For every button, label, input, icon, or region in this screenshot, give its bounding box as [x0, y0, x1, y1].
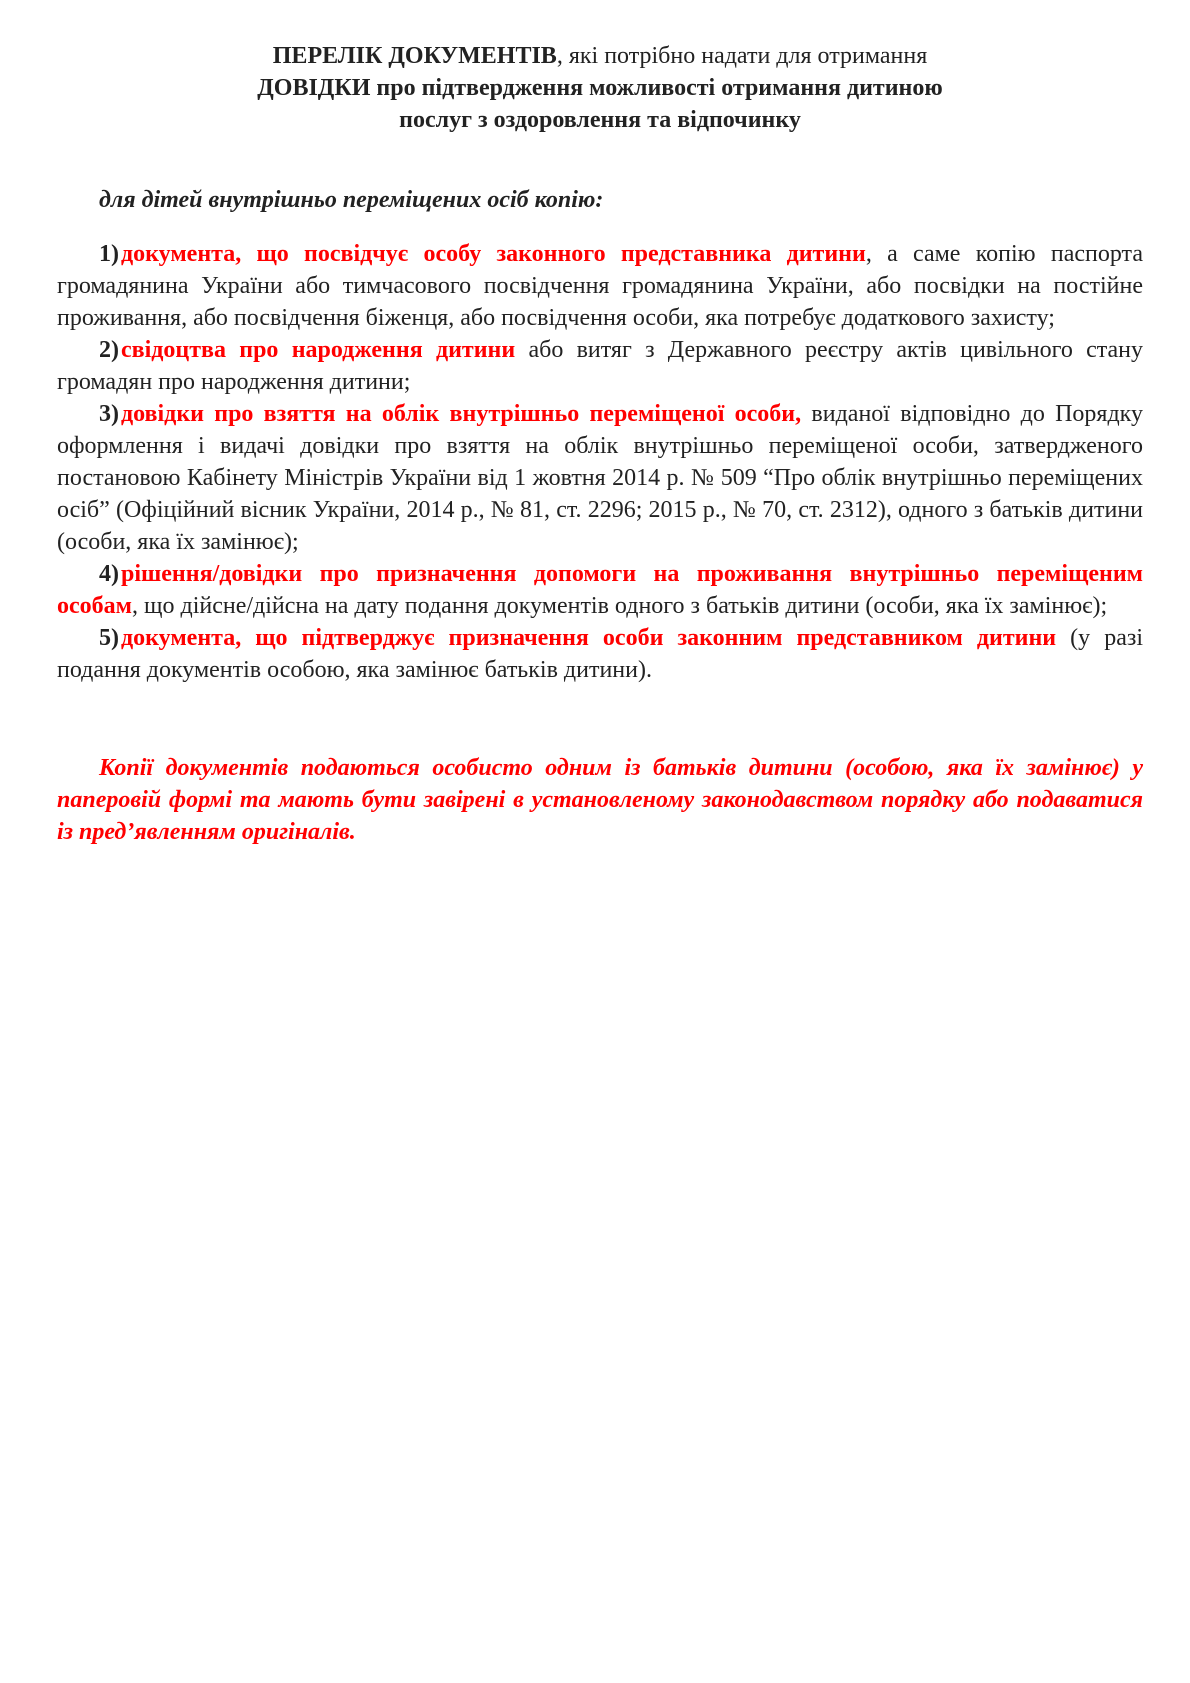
item-number: 5)	[99, 625, 119, 651]
title-line-2: ДОВІДКИ про підтвердження можливості отримання дитиною	[257, 75, 943, 101]
item-number: 3)	[99, 401, 119, 427]
item-highlight: свідоцтва про народження дитини	[121, 337, 516, 363]
title-line-3: послуг з оздоровлення та відпочинку	[399, 107, 801, 133]
title-normal: , які потрібно надати для отримання	[556, 43, 928, 69]
list-item-1	[57, 238, 1143, 334]
item-highlight: документа, що підтверджує призначення особи законним представником дитини	[121, 625, 1057, 651]
list-item-5	[57, 622, 1143, 686]
subtitle: для дітей внутрішньо переміщених осіб копію:	[99, 187, 604, 213]
item-text: виданої відповідно до Порядку оформлення і видачі довідки про взяття на облік внутрішньо переміщеної особи, затвердженого постановою Кабінету Міністрів України від 1 жовтня 2014 р. № 509 “Про облік внутрішньо переміщених осіб” (Офіційний вісник України, 2014 р., № 81, ст. 2296; 2015 р., № 70, ст. 2312), одного з батьків дитини (особи, яка їх замінює);	[57, 401, 1143, 555]
item-number: 1)	[99, 241, 119, 267]
document-page	[57, 40, 1143, 872]
item-text: (у разі подання документів особою, яка замінює батьків дитини).	[57, 625, 1143, 683]
title-line-1	[57, 40, 1143, 72]
document-list	[57, 238, 1143, 686]
list-item-2	[57, 334, 1143, 398]
item-number: 4)	[99, 561, 119, 587]
item-highlight: рішення/довідки про призначення допомоги на проживання внутрішньо переміщеним особам	[57, 561, 1143, 619]
title-bold: ПЕРЕЛІК ДОКУМЕНТІВ	[272, 43, 557, 69]
list-item-4	[57, 558, 1143, 622]
note-paragraph: Копії документів подаються особисто одним із батьків дитини (особою, яка їх замінює) у паперовій формі та мають бути завірені в установленому законодавством порядку або подаватися із пред’явленням оригіналів.	[57, 755, 1143, 845]
list-item-3	[57, 398, 1143, 558]
item-number: 2)	[99, 337, 119, 363]
item-text: , що дійсне/дійсна на дату подання документів одного з батьків дитини (особи, яка їх замінює);	[132, 593, 1108, 619]
item-text: , а саме копію паспорта громадянина України або тимчасового посвідчення громадянина України, або посвідки на постійне проживання, або посвідчення біженця, або посвідчення особи, яка потребує додаткового захисту;	[57, 241, 1143, 331]
document-title	[57, 40, 1143, 136]
item-highlight: довідки про взяття на облік внутрішньо переміщеної особи,	[121, 401, 802, 427]
item-text: або витяг з Державного реєстру актів цивільного стану громадян про народження дитини;	[57, 337, 1144, 395]
item-highlight: документа, що посвідчує особу законного представника дитини	[121, 241, 866, 267]
